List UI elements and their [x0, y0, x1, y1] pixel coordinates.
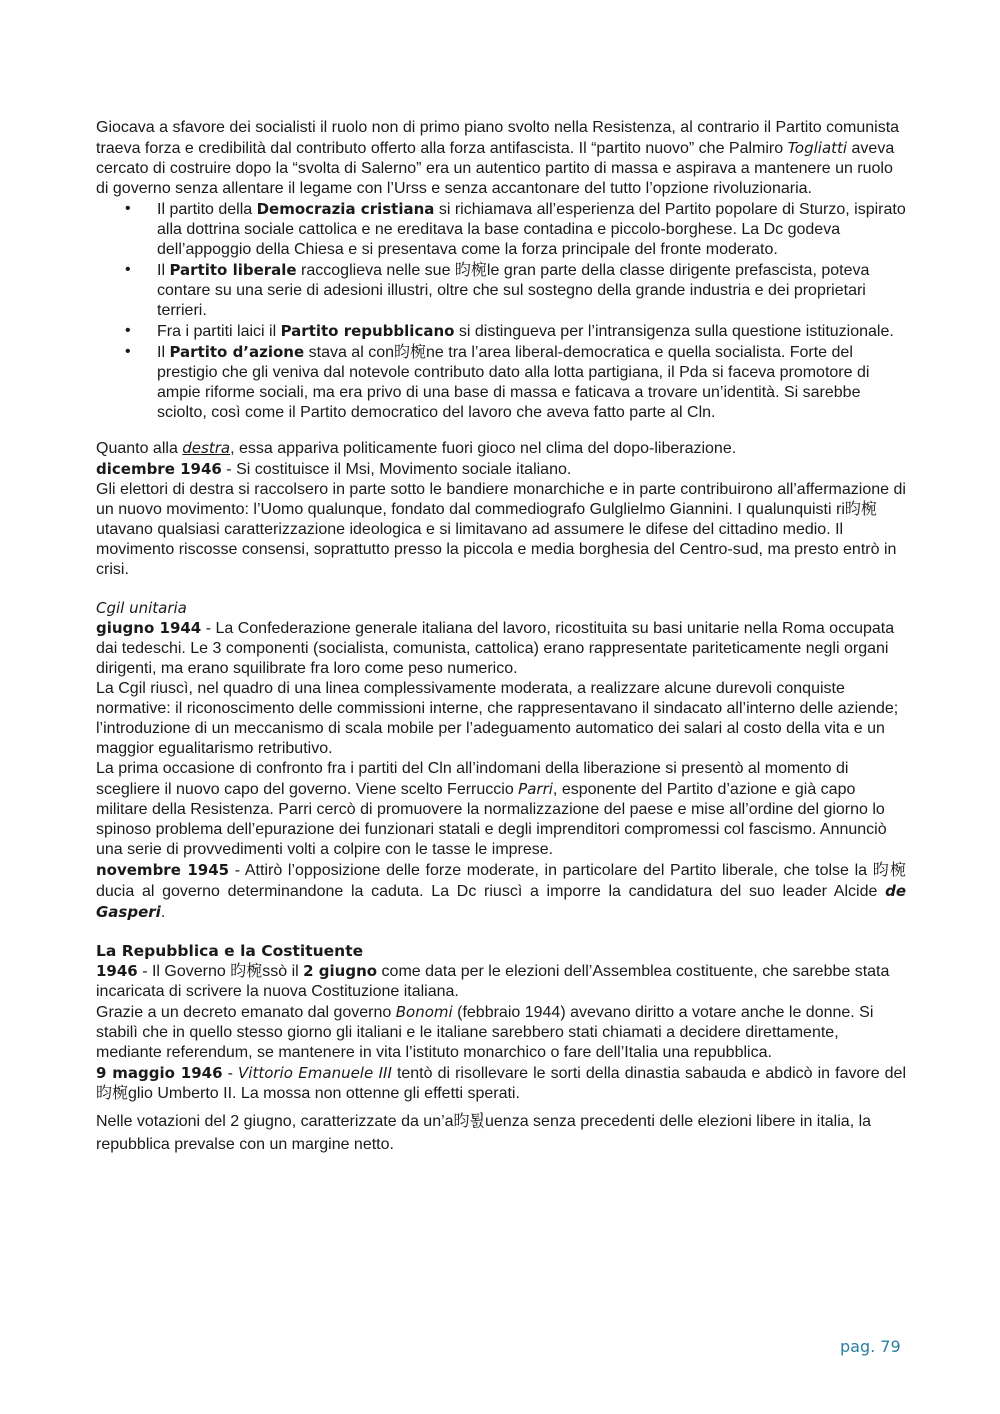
date-label: giugno 1944: [96, 619, 202, 637]
page-number: pag. 79: [840, 1337, 901, 1356]
rep-text: (febbraio 1944) avevano diritto a votare anche le donne. Si stabilì che in quello stesso giorno gli italiani e le italiane sarebbero stati chiamati a decidere direttamente, mediante referendum, se mantenere in vita l’istituto monarchico o fare dell’Italia una repubblica.: [96, 1004, 874, 1061]
intro-text: Giocava a sfavore dei socialisti il ruolo non di primo piano svolto nella Resistenza, al contrario il Partito comunista traeva forza e credibilità dal contributo offerto alla forza antifascista. Il “partito nuovo” che Palmiro: [96, 119, 900, 157]
cgil-paragraph: La Cgil riuscì, nel quadro di una linea complessivamente moderata, a realizzare alcune durevoli conquiste normative: il riconoscimento delle commissioni interne, che rappresentavano il sindacato all’interno delle aziende; l’introduzione di un meccanismo di scala mobile per l’adeguamento automatico dei salari al costo della vita e un maggior egualitarismo retributivo.: [96, 680, 899, 757]
bonomi-name: Bonomi: [395, 1003, 453, 1021]
cgil-text: - La Confederazione generale italiana del lavoro, ricostituita su basi unitarie nella Roma occupata dai tedeschi. Le 3 componenti (socialista, comunista, cattolica) erano rappresentate pariteticamente negli organi dirigenti, ma erano squilibrate fra loro come peso numerico.: [96, 620, 895, 677]
vittorio-name: Vittorio Emanuele III: [238, 1064, 392, 1082]
list-item: [157, 321, 906, 342]
destra-text: Quanto alla: [96, 440, 183, 457]
intro-text-end: aveva cercato di costruire dopo la “svolta di Salerno” era un autentico partito di massa e aspirava a mantenere un ruolo di governo senza allentare il legame con l’Urss e senza accantonare del tutto l’opzione rivoluzionaria.: [96, 140, 895, 197]
votazioni-paragraph: Nelle votazioni del 2 giugno, caratterizzate da un’a昀툀uenza senza precedenti delle elezioni libere in italia, la repubblica prevalse con un margine netto.: [96, 1113, 872, 1153]
rep-text: - Il Governo 昀椀ssò il: [137, 963, 304, 980]
parri-name: Parri: [518, 780, 553, 798]
intro-paragraph: [96, 118, 906, 199]
spacer: [96, 423, 906, 438]
list-item: [157, 260, 906, 321]
destra-paragraph: [96, 438, 906, 459]
rep-text: Grazie a un decreto emanato dal governo: [96, 1004, 396, 1021]
maggio-paragraph: [96, 1063, 906, 1104]
cgil-1944: [96, 618, 906, 679]
item-text: Fra i partiti laici il: [157, 323, 281, 340]
item-text: Il: [157, 262, 170, 279]
parri-paragraph: [96, 759, 906, 860]
repubblica-1946: [96, 961, 906, 1002]
msi-line: [96, 459, 906, 480]
rep-text: come data per le elezioni dell’Assemblea costituente, che sarebbe stata incaricata di scrivere la nuova Costituzione italiana.: [96, 963, 890, 1000]
cgil-text: - Attirò l’opposizione delle forze moderate, in particolare del Partito liberale, che tolse la 昀椀ducia al governo determinandone la caduta. La Dc riuscì a imporre la candidatura del suo leader Alcide: [96, 862, 906, 900]
page-content: [96, 118, 906, 1156]
party-name: Partito repubblicano: [280, 322, 455, 340]
cgil-heading: Cgil unitaria: [96, 599, 187, 617]
party-name: Partito d’azione: [169, 343, 305, 361]
party-name: Democrazia cristiana: [256, 200, 435, 218]
date-label: novembre 1945: [96, 861, 230, 879]
section-title: La Repubblica e la Costituente: [96, 942, 364, 960]
gasperi-name: de Gasperi: [96, 882, 906, 921]
item-text: raccoglieva nelle sue 昀椀le gran parte della classe dirigente prefascista, poteva contare su una serie di adesioni illustri, oltre che sul sostegno della grande industria e dei proprietari terrieri.: [157, 262, 870, 319]
item-text: Il partito della: [157, 201, 257, 218]
parties-list: [96, 199, 906, 423]
togliatti-name: Togliatti: [787, 139, 848, 157]
spacer: [96, 580, 906, 598]
rep-text: -: [222, 1065, 239, 1082]
item-text: si richiamava all’esperienza del Partito popolare di Sturzo, ispirato alla dottrina sociale cattolica e ne ereditava la base contadina e piccolo-borghese. La Dc godeva dell’appoggio della Chiesa e si presentava come la forza principale del fronte moderato.: [157, 201, 906, 258]
spacer: [96, 923, 906, 941]
msi-text: - Si costituisce il Msi, Movimento sociale italiano.: [221, 461, 572, 478]
list-item: [157, 199, 906, 260]
item-text: si distingueva per l’intransigenza sulla questione istituzionale.: [454, 323, 894, 340]
item-text: Il: [157, 344, 170, 361]
party-name: Partito liberale: [169, 261, 297, 279]
destra-text: , essa appariva politicamente fuori gioco nel clima del dopo-liberazione.: [230, 440, 737, 457]
cgil-1945: [96, 860, 906, 923]
parri-text: , esponente del Partito d’azione e già capo militare della Resistenza. Parri cercò di promuovere la normalizzazione del paese e mise all’ordine del giorno lo spinoso problema dell’epurazione dei funzionari statali e degli imprenditori compromessi col fascismo. Annunciò una serie di provvedimenti volti a colpire con le tasse le imprese.: [96, 781, 887, 858]
date-label: dicembre 1946: [96, 460, 222, 478]
item-text: stava al con昀椀ne tra l’area liberal-democratica e quella socialista. Forte del prestigio che gli veniva dal notevole contributo dato alla lotta partigiana, il Pda si faceva promotore di ampie riforme sociali, ma era privo di una base di massa e faticava a trovare un’identità. Si sarebbe sciolto, così come il Partito democratico del lavoro che aveva fatto parte al Cln.: [157, 344, 870, 421]
date-label: 9 maggio 1946: [96, 1064, 223, 1082]
parri-text: La prima occasione di confronto fra i partiti del Cln all’indomani della liberazione si presentò al momento di scegliere il nuovo capo del governo. Viene scelto Ferruccio: [96, 760, 849, 798]
qualunque-paragraph: Gli elettori di destra si raccolsero in parte sotto le bandiere monarchiche e in parte contribuirono all’affermazione di un nuovo movimento: l’Uomo qualunque, fondato dal commediografo Gulglielmo Giannini. I qualunquisti ri昀椀utavano qualsiasi caratterizzazione ideologica e si limitavano ad assumere le difese del cittadino medio. Il movimento riscosse consensi, soprattutto presso la piccola e media borghesia del Centro-sud, ma presto entrò in crisi.: [96, 481, 906, 578]
date-label: 1946: [96, 962, 138, 980]
destra-word: destra: [182, 439, 231, 457]
list-item: [157, 342, 906, 423]
cgil-text: .: [160, 904, 166, 921]
rep-text: tentò di risollevare le sorti della dinastia sabauda e abdicò in favore del 昀椀glio Umberto II. La mossa non ottenne gli effetti sperati.: [96, 1065, 907, 1102]
bonomi-paragraph: [96, 1002, 906, 1063]
date-bold: 2 giugno: [303, 962, 378, 980]
